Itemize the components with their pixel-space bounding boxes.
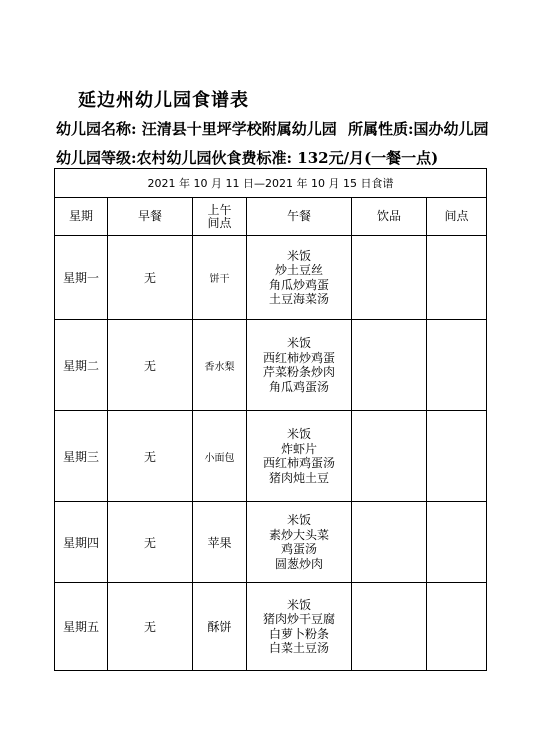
lunch-item: 土豆海菜汤: [268, 292, 329, 306]
lunch-item: 角瓜炒鸡蛋: [268, 277, 329, 292]
drink-cell: [352, 236, 427, 320]
morning-snack-cell: 饼干: [193, 236, 247, 320]
afternoon-snack-cell: [427, 236, 487, 320]
lunch-item: 西红柿鸡蛋汤: [262, 456, 335, 470]
lunch-cell: [247, 320, 352, 411]
lunch-item: 猪肉炒干豆腐: [262, 612, 335, 626]
drink-cell: [352, 583, 427, 671]
lunch-cell: [247, 236, 352, 320]
afternoon-snack-cell: [427, 502, 487, 583]
table-row: [55, 583, 487, 671]
afternoon-snack-cell: [427, 583, 487, 671]
breakfast-cell: 无: [108, 583, 193, 671]
lunch-item: 芹菜粉条炒肉: [262, 365, 335, 379]
lunch-item: 米饭: [286, 513, 311, 527]
table-caption: 2021 年 10 月 11 日—2021 年 10 月 15 日食谱: [55, 169, 487, 198]
breakfast-cell: 无: [108, 320, 193, 411]
lunch-item: 米饭: [286, 248, 311, 263]
header-drink: 饮品: [352, 198, 427, 236]
afternoon-snack-cell: [427, 411, 487, 502]
morning-snack-cell: 酥饼: [193, 583, 247, 671]
table-caption-row: [55, 169, 487, 198]
header-afternoon-snack: 间点: [427, 198, 487, 236]
lunch-item: 西红柿炒鸡蛋: [262, 350, 335, 365]
morning-snack-cell: 香水梨: [193, 320, 247, 411]
header-morning-snack-line2: 间点: [207, 215, 232, 230]
weekday-cell: 星期一: [55, 236, 108, 320]
morning-snack-cell: 小面包: [193, 411, 247, 502]
lunch-cell: [247, 583, 352, 671]
header-lunch: 午餐: [247, 198, 352, 236]
lunch-item: 角瓜鸡蛋汤: [268, 379, 329, 394]
table-header-row: [55, 198, 487, 236]
weekday-cell: 星期二: [55, 320, 108, 411]
table-row: [55, 236, 487, 320]
weekday-cell: 星期三: [55, 411, 108, 502]
lunch-item: 素炒大头菜: [268, 527, 329, 542]
header-weekday: 星期: [55, 198, 108, 236]
lunch-item: 猪肉炖土豆: [268, 470, 329, 485]
kindergarten-name: 幼儿园名称: 汪清县十里坪学校附属幼儿园: [56, 120, 337, 138]
lunch-item: 米饭: [286, 597, 311, 612]
lunch-cell: [247, 502, 352, 583]
lunch-item: 圆葱炒肉: [274, 556, 323, 571]
breakfast-cell: 无: [108, 502, 193, 583]
menu-table: [54, 168, 487, 671]
document-title: 延边州幼儿园食谱表: [78, 90, 249, 111]
morning-snack-cell: 苹果: [193, 502, 247, 583]
kindergarten-grade-fee: 幼儿园等级:农村幼儿园伙食费标准: 132元/月(一餐一点): [56, 149, 439, 167]
kindergarten-property: 所属性质:国办幼儿园: [348, 120, 489, 138]
afternoon-snack-cell: [427, 320, 487, 411]
weekday-cell: 星期五: [55, 583, 108, 671]
table-row: [55, 320, 487, 411]
header-breakfast: 早餐: [108, 198, 193, 236]
lunch-item: 炒土豆丝: [274, 263, 323, 277]
weekday-cell: 星期四: [55, 502, 108, 583]
drink-cell: [352, 502, 427, 583]
header-morning-snack-line1: 上午: [207, 202, 232, 217]
lunch-item: 炸虾片: [280, 441, 317, 456]
header-morning-snack: [193, 198, 247, 236]
breakfast-cell: 无: [108, 236, 193, 320]
breakfast-cell: 无: [108, 411, 193, 502]
lunch-item: 白萝卜粉条: [268, 626, 329, 641]
lunch-item: 白菜土豆汤: [268, 641, 329, 655]
kindergarten-info-line: [56, 118, 489, 139]
lunch-item: 米饭: [286, 336, 311, 350]
lunch-item: 米饭: [286, 427, 311, 441]
table-row: [55, 411, 487, 502]
drink-cell: [352, 411, 427, 502]
lunch-item: 鸡蛋汤: [280, 542, 317, 556]
drink-cell: [352, 320, 427, 411]
table-row: [55, 502, 487, 583]
lunch-cell: [247, 411, 352, 502]
